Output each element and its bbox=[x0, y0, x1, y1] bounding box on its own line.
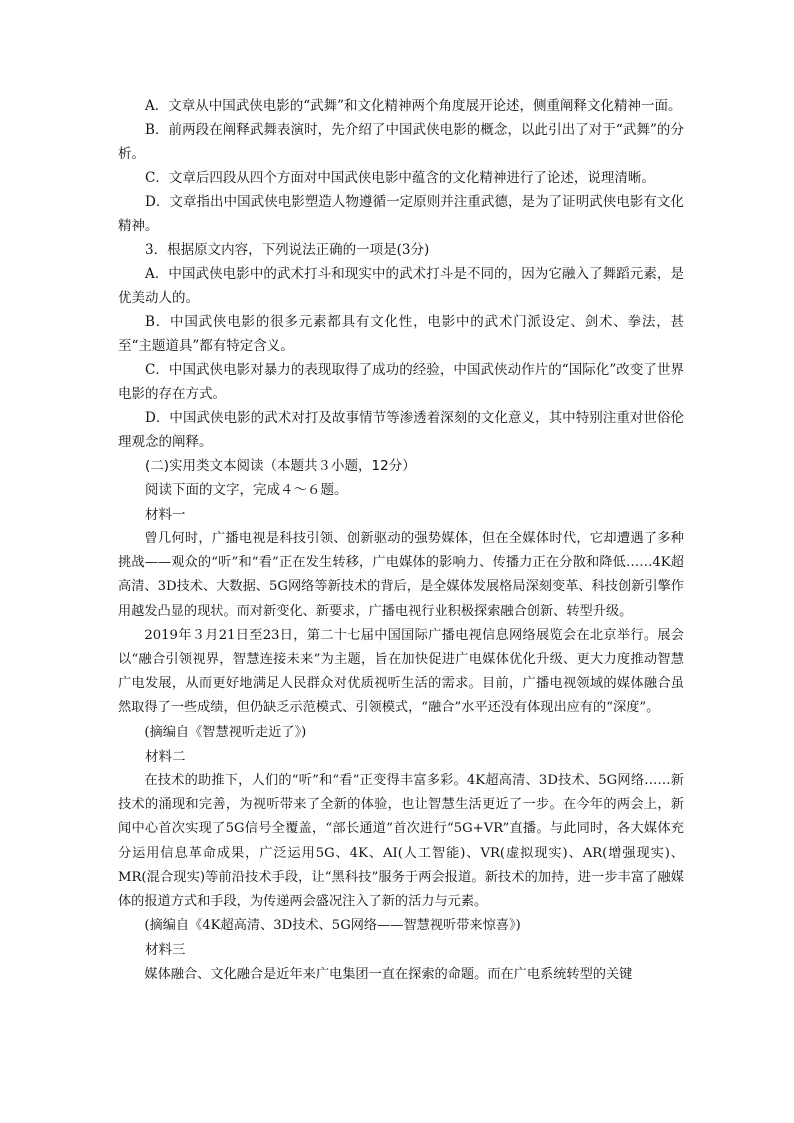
q3-option-b: B．中国武侠电影的很多元素都具有文化性，电影中的武术门派设定、剑术、拳法，甚至“主题道具”都有特定含义。 bbox=[118, 314, 684, 354]
material-1-source: (摘编自《智慧视听走近了》) bbox=[144, 724, 307, 740]
q3-option-d: D．中国武侠电影的武术对打及故事情节等渗透着深刻的文化意义，其中特别注重对世俗伦理观念的阐释。 bbox=[118, 410, 684, 450]
section-2-header bbox=[118, 454, 684, 527]
material-1-paragraph-1: 曾几何时，广播电视是科技引领、创新驱动的强势媒体，但在全媒体时代，它却遭遇了多种挑战——观众的“听”和“看”正在发生转移，广电媒体的影响力、传播力正在分散和降低……4K超高清、3D技术、大数据、5G网络等新技术的背后，是全媒体发展格局深刻变革、科技创新引擎作用越发凸显的现状。而对新变化、新要求，广播电视行业积极探索融合创新、转型升级。 bbox=[118, 530, 684, 619]
material-3-paragraph-1: 媒体融合、文化融合是近年来广电集团一直在探索的命题。而在广电系统转型的关键 bbox=[144, 966, 633, 982]
material-3 bbox=[118, 963, 684, 987]
material-2 bbox=[118, 769, 684, 938]
section-heading: (二)实用类文本阅读（本题共３小题，12分） bbox=[145, 458, 416, 474]
material-3-label: 材料三 bbox=[145, 942, 186, 959]
document-page bbox=[118, 94, 684, 987]
q2-option-a: A．文章从中国武侠电影的“武舞”和文化精神两个角度展开论述，侧重阐释文化精神一面。 bbox=[145, 98, 682, 114]
q2-option-b: B．前两段在阐释武舞表演时，先介绍了中国武侠电影的概念，以此引出了对于“武舞”的分析。 bbox=[118, 122, 684, 162]
q2-option-c: C．文章后四段从四个方面对中国武侠电影中蕴含的文化精神进行了论述，说理清晰。 bbox=[145, 170, 655, 186]
section-instruction: 阅读下面的文字，完成４～６题。 bbox=[145, 482, 348, 499]
q3-stem: 3．根据原文内容，下列说法正确的一项是(3分) bbox=[145, 242, 430, 258]
q2-option-d: D．文章指出中国武侠电影塑造人物遵循一定原则并注重武德，是为了证明武侠电影有文化精神。 bbox=[118, 194, 684, 234]
question-3 bbox=[118, 238, 684, 454]
material-1-label: 材料一 bbox=[145, 506, 186, 523]
material-2-label: 材料二 bbox=[145, 748, 186, 765]
material-2-source: (摘编自《4K超高清、3D技术、5G网络——智慧视听带来惊喜》) bbox=[144, 918, 521, 934]
material-1-paragraph-2: 2019年３月21日至23日，第二十七届中国国际广播电视信息网络展览会在北京举行。展会以“融合引领视界，智慧连接未来”为主题，旨在加快促进广电媒体优化升级、更大力度推动智慧广电发展，从而更好地满足人民群众对优质视听生活的需求。目前，广播电视领域的媒体融合虽然取得了一些成绩，但仍缺乏示范模式、引领模式，“融合”水平还没有体现出应有的“深度”。 bbox=[118, 627, 684, 716]
material-1 bbox=[118, 527, 684, 745]
q3-option-a: A．中国武侠电影中的武术打斗和现实中的武术打斗是不同的，因为它融入了舞蹈元素，是优美动人的。 bbox=[118, 266, 684, 306]
material-2-header bbox=[118, 745, 684, 769]
material-3-header bbox=[118, 938, 684, 962]
q3-option-c: C．中国武侠电影对暴力的表现取得了成功的经验，中国武侠动作片的“国际化”改变了世界电影的存在方式。 bbox=[118, 362, 684, 402]
question-2-options bbox=[118, 94, 684, 238]
material-2-paragraph-1: 在技术的助推下，人们的“听”和“看”正变得丰富多彩。4K超高清、3D技术、5G网络……新技术的涌现和完善，为视听带来了全新的体验，也让智慧生活更近了一步。在今年的两会上，新闻中心首次实现了5G信号全覆盖，“部长通道”首次进行“5G+VR”直播。与此同时，各大媒体充分运用信息革命成果，广泛运用5G、4K、AI(人工智能)、VR(虚拟现实)、AR(增强现实)、MR(混合现实)等前沿技术手段，让“黑科技”服务于两会报道。新技术的加持，进一步丰富了融媒体的报道方式和手段，为传递两会盛况注入了新的活力与元素。 bbox=[118, 773, 684, 910]
